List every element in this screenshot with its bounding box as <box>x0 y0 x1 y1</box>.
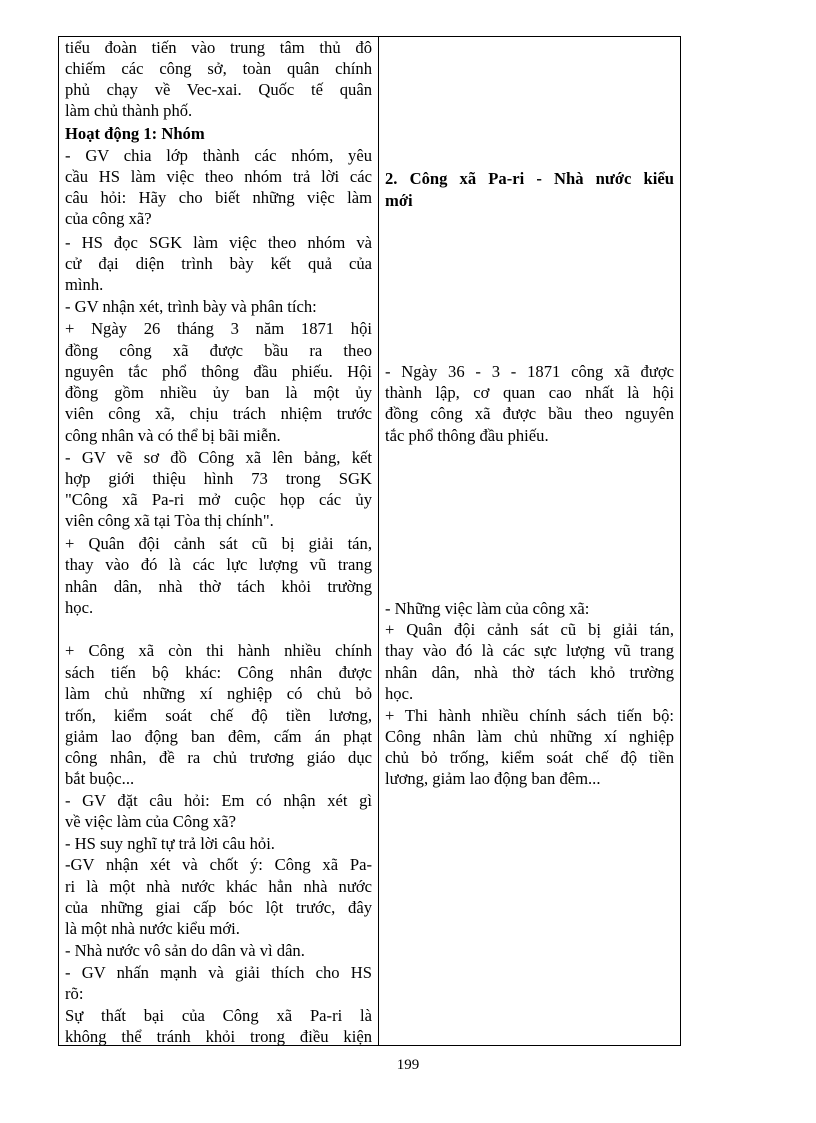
text-line: Công nhân làm chủ những xí nghiệp <box>385 727 674 746</box>
text-line: tắc phổ thông đầu phiếu. <box>385 426 549 445</box>
text-line: tiểu đoàn tiến vào trung tâm thủ đô <box>65 38 372 57</box>
text-line: ri là một nhà nước khác hẳn nhà nước <box>65 877 372 896</box>
text-line: làm chủ thành phố. <box>65 101 193 120</box>
text-line: phủ chạy về Vec-xai. Quốc tế quân <box>65 80 372 99</box>
text-line: - Nhà nước vô sản do dân và vì dân. <box>65 941 305 960</box>
section-heading: mới <box>385 191 413 210</box>
text-line: hợp giới thiệu hình 73 trong SGK <box>65 469 372 488</box>
text-line: thay vào đó là các sực lượng vũ trang <box>385 641 674 660</box>
text-line: công nhân, đề ra chủ trương giáo dục <box>65 748 372 767</box>
text-line: viên công xã, chịu trách nhiệm trước <box>65 404 372 423</box>
text-line: - HS suy nghĩ tự trả lời câu hỏi. <box>65 834 275 853</box>
text-line: là một nhà nước kiểu mới. <box>65 919 240 938</box>
text-line: về việc làm của Công xã? <box>65 812 236 831</box>
text-line: lương, giảm lao động ban đêm... <box>385 769 601 788</box>
text-line: chủ bỏ trống, kiểm soát chế độ tiền <box>385 748 674 767</box>
text-line: nhân dân, nhà thờ tách khỏi trường <box>65 577 372 596</box>
text-line: "Công xã Pa-ri mở cuộc họp các ủy <box>65 490 372 509</box>
text-line: bắt buộc... <box>65 769 135 788</box>
text-line: của những giai cấp bóc lột trước, đây <box>65 898 372 917</box>
text-line: mình. <box>65 275 104 294</box>
text-line: không thể tránh khỏi trong điều kiện <box>65 1027 372 1046</box>
text-line: + Quân đội cảnh sát cũ bị giải tán, <box>385 620 674 639</box>
text-line: học. <box>385 684 414 703</box>
activities-column <box>59 37 379 1045</box>
text-line: - Những việc làm của công xã: <box>385 599 590 618</box>
text-line: của công xã? <box>65 209 152 228</box>
text-line: + Quân đội cảnh sát cũ bị giải tán, <box>65 534 372 553</box>
text-line: nguyên tắc phổ thông đầu phiếu. Hội <box>65 362 372 381</box>
content-column <box>379 37 680 1045</box>
text-line: thành lập, cơ quan cao nhất là hội <box>385 383 674 402</box>
text-line: cử đại diện trình bày kết quả của <box>65 254 372 273</box>
text-line: sách tiến bộ khác: Công nhân được <box>65 663 372 682</box>
text-line: - GV nhận xét, trình bày và phân tích: <box>65 297 317 316</box>
text-line: nhân dân, nhà thờ tách khỏ trường <box>385 663 674 682</box>
section-heading: 2. Công xã Pa-ri - Nhà nước kiểu <box>385 169 674 188</box>
text-line: đồng công xã được bầu ra theo <box>65 341 372 360</box>
text-line: - GV vẽ sơ đồ Công xã lên bảng, kết <box>65 448 372 467</box>
text-line: học. <box>65 598 94 617</box>
text-line: cầu HS làm việc theo nhóm trả lời các <box>65 167 372 186</box>
text-line: - Ngày 36 - 3 - 1871 công xã được <box>385 362 674 381</box>
text-line: -GV nhận xét và chốt ý: Công xã Pa- <box>65 855 372 874</box>
text-line: đồng gồm nhiều ủy ban là một ủy <box>65 383 372 402</box>
text-line: công nhân và có thể bị bãi miễn. <box>65 426 281 445</box>
text-line: - GV nhấn mạnh và giải thích cho HS <box>65 963 372 982</box>
page-number: 199 <box>396 1057 420 1073</box>
text-line: trốn, kiểm soát chế độ tiền lương, <box>65 706 372 725</box>
text-line: + Ngày 26 tháng 3 năm 1871 hội <box>65 319 372 338</box>
activity-heading: Hoạt động 1: Nhóm <box>65 124 205 143</box>
text-line: - GV chia lớp thành các nhóm, yêu <box>65 146 372 165</box>
text-line: + Thi hành nhiều chính sách tiến bộ: <box>385 706 674 725</box>
text-line: chiếm các công sở, toàn quân chính <box>65 59 372 78</box>
text-line: câu hỏi: Hãy cho biết những việc làm <box>65 188 372 207</box>
text-line: rõ: <box>65 984 84 1003</box>
lesson-table <box>58 36 681 1046</box>
text-line: thay vào đó là các lực lượng vũ trang <box>65 555 372 574</box>
text-line: - HS đọc SGK làm việc theo nhóm và <box>65 233 372 252</box>
text-line: viên công xã tại Tòa thị chính". <box>65 511 274 530</box>
text-line: - GV đặt câu hỏi: Em có nhận xét gì <box>65 791 372 810</box>
text-line: đồng công xã được bầu theo nguyên <box>385 404 674 423</box>
text-line: làm chủ những xí nghiệp có chủ bỏ <box>65 684 372 703</box>
text-line: + Công xã còn thi hành nhiều chính <box>65 641 372 660</box>
text-line: Sự thất bại của Công xã Pa-ri là <box>65 1006 372 1025</box>
text-line: giảm lao động ban đêm, cấm án phạt <box>65 727 372 746</box>
